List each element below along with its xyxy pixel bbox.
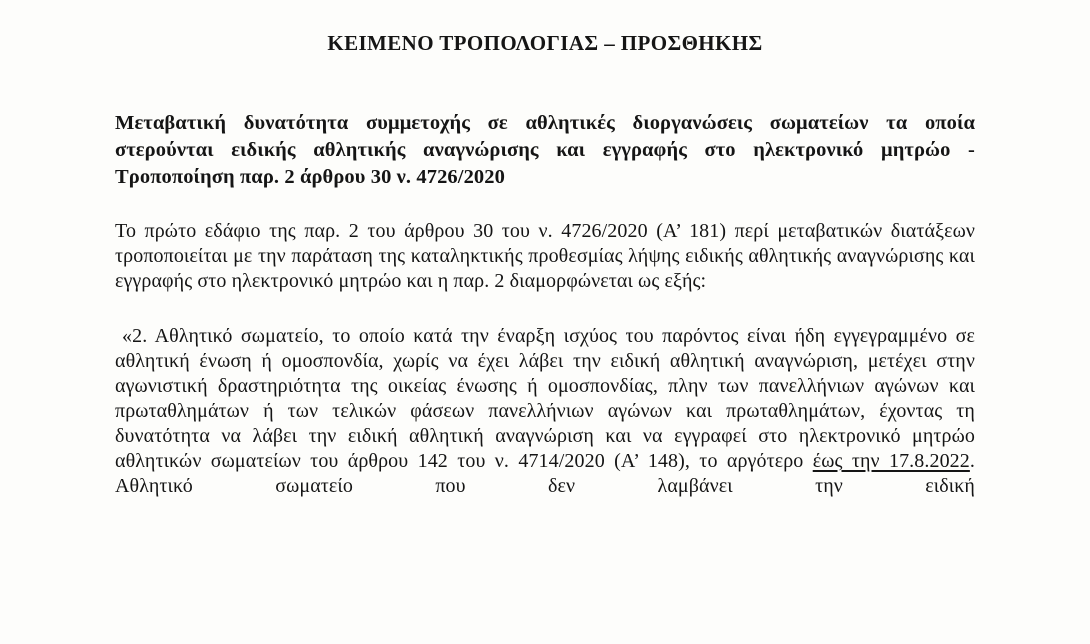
paragraph-amendment-intro: Το πρώτο εδάφιο της παρ. 2 του άρθρου 30 του ν. 4726/2020 (Α’ 181) περί μεταβατικών διατάξεων τροποποιείται με την παράταση της καταληκτικής προθεσμίας λήψης ειδικής αθλητικής αναγνώρισης και εγγραφής στο ηλεκτρονικό μητρώο και η παρ. 2 διαμορφώνεται ως εξής: xyxy=(115,220,975,292)
quoted-provision-text-after-date: . Αθλητικό σωματείο που δεν λαμβάνει την ειδική xyxy=(115,450,975,497)
amendment-subject-heading: Μεταβατική δυνατότητα συμμετοχής σε αθλητικές διοργανώσεις σωματείων τα οποία στερούνται ειδικής αθλητικής αναγνώρισης και εγγραφής στο ηλεκτρονικό μητρώο - Τροποποίηση παρ. 2 άρθρου 30 ν. 4726/2020 xyxy=(115,112,975,188)
deadline-date-underlined: έως την 17.8.2022 xyxy=(812,450,970,472)
quoted-provision-text-before-date: «2. Αθλητικό σωματείο, το οποίο κατά την έναρξη ισχύος του παρόντος είναι ήδη εγγεγραμμένο σε αθλητική ένωση ή ομοσπονδία, χωρίς να έχει λάβει την ειδική αθλητική αναγνώριση, μετέχει στην αγωνιστική δραστηριότητα της οικείας ένωσης ή ομοσπονδίας, πλην των πανελλήνιων αγώνων και πρωταθλημάτων ή των τελικών φάσεων πανελλήνιων αγώνων και πρωταθλημάτων, έχοντας τη δυνατότητα να λάβει την ειδική αθλητική αναγνώριση και να εγγραφεί στο ηλεκτρονικό μητρώο αθλητικών σωματείων του άρθρου 142 του ν. 4714/2020 (Α’ 148), το αργότερο xyxy=(115,325,975,472)
document-title: ΚΕΙΜΕΝΟ ΤΡΟΠΟΛΟΓΙΑΣ – ΠΡΟΣΘΗΚΗΣ xyxy=(327,31,763,55)
paragraph-quoted-provision xyxy=(115,324,975,499)
